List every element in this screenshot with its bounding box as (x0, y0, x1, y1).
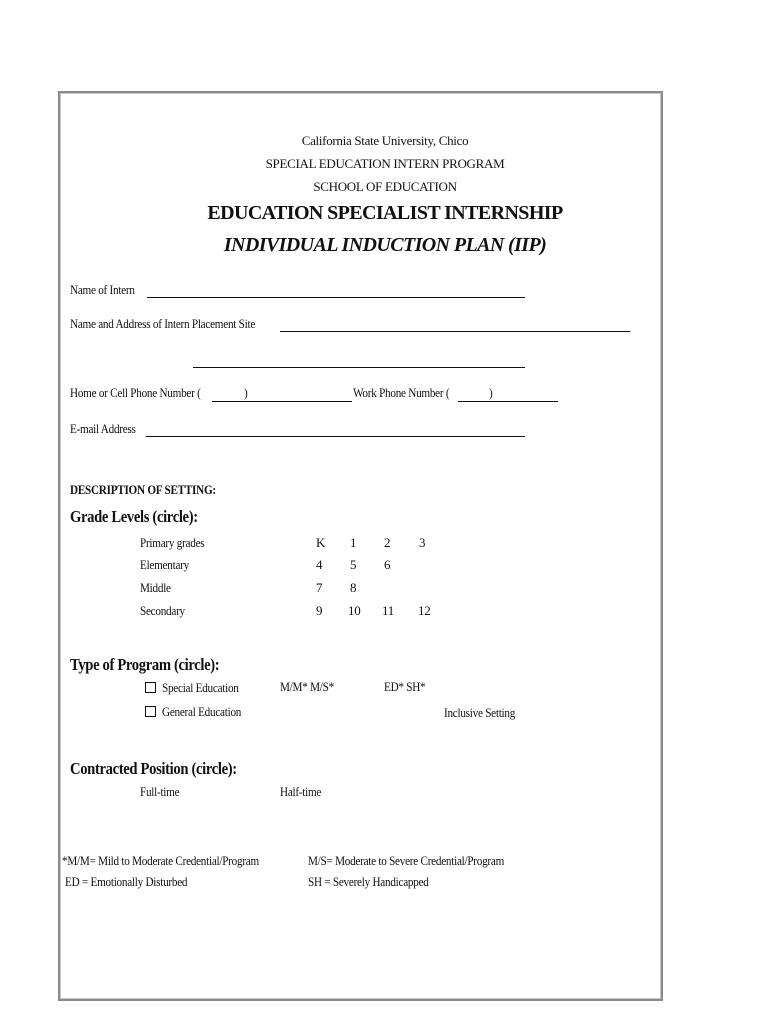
general-ed-option[interactable] (145, 703, 254, 721)
intern-name-field[interactable] (147, 297, 525, 298)
email-field[interactable] (146, 436, 525, 437)
grade-value[interactable]: 12 (418, 603, 431, 618)
footnote-ed: ED = Emotionally Disturbed (65, 874, 188, 889)
grade-value[interactable]: 7 (316, 580, 323, 595)
footnote-sh: SH = Severely Handicapped (308, 874, 429, 889)
special-ed-option[interactable] (145, 679, 251, 697)
grade-value[interactable]: 11 (382, 603, 394, 618)
placement-address-field[interactable] (193, 367, 525, 368)
home-phone-field[interactable] (212, 401, 352, 402)
school-name: SCHOOL OF EDUCATION (313, 179, 457, 194)
mm-ms-options[interactable]: M/M* M/S* (280, 679, 334, 694)
grade-value[interactable]: 1 (350, 535, 357, 550)
footnote-mm: *M/M= Mild to Moderate Credential/Program (62, 853, 259, 868)
full-time-option[interactable]: Full-time (140, 784, 180, 799)
placement-site-label: Name and Address of Intern Placement Site (70, 316, 256, 331)
grade-label-primary: Primary grades (140, 535, 205, 550)
general-ed-checkbox[interactable] (145, 706, 156, 717)
general-ed-label: General Education (162, 704, 242, 719)
grade-value[interactable]: 10 (348, 603, 361, 618)
grade-value[interactable]: 3 (419, 535, 426, 550)
grade-label-secondary: Secondary (140, 603, 185, 618)
grade-value[interactable]: 9 (316, 603, 323, 618)
grade-value[interactable]: 5 (350, 557, 357, 572)
setting-heading: DESCRIPTION OF SETTING: (70, 482, 216, 497)
placement-site-field[interactable] (280, 331, 630, 332)
grade-value[interactable]: K (316, 535, 326, 550)
intern-name-label: Name of Intern (70, 282, 135, 297)
university-name: California State University, Chico (301, 133, 469, 148)
form-subtitle: INDIVIDUAL INDUCTION PLAN (IIP) (223, 234, 547, 256)
special-ed-checkbox[interactable] (145, 682, 156, 693)
special-ed-label: Special Education (162, 680, 239, 695)
home-phone-close: ) (244, 385, 248, 400)
email-label: E-mail Address (70, 421, 136, 436)
grade-value[interactable]: 8 (350, 580, 357, 595)
grade-label-middle: Middle (140, 580, 171, 595)
grade-value[interactable]: 6 (384, 557, 391, 572)
contracted-position-heading: Contracted Position (circle): (70, 759, 237, 778)
ed-sh-options[interactable]: ED* SH* (384, 679, 426, 694)
work-phone-close: ) (489, 385, 493, 400)
program-name: SPECIAL EDUCATION INTERN PROGRAM (265, 156, 505, 171)
grade-levels-heading: Grade Levels (circle): (70, 507, 198, 526)
grade-value[interactable]: 4 (316, 557, 323, 572)
half-time-option[interactable]: Half-time (280, 784, 322, 799)
work-phone-field[interactable] (458, 401, 558, 402)
home-phone-label: Home or Cell Phone Number ( (70, 385, 201, 400)
grade-label-elementary: Elementary (140, 557, 189, 572)
program-type-heading: Type of Program (circle): (70, 655, 220, 674)
form-title: EDUCATION SPECIALIST INTERNSHIP (207, 202, 563, 224)
work-phone-label: Work Phone Number ( (353, 385, 450, 400)
inclusive-setting-option[interactable]: Inclusive Setting (444, 705, 516, 720)
footnote-ms: M/S= Moderate to Severe Credential/Program (308, 853, 505, 868)
grade-value[interactable]: 2 (384, 535, 391, 550)
